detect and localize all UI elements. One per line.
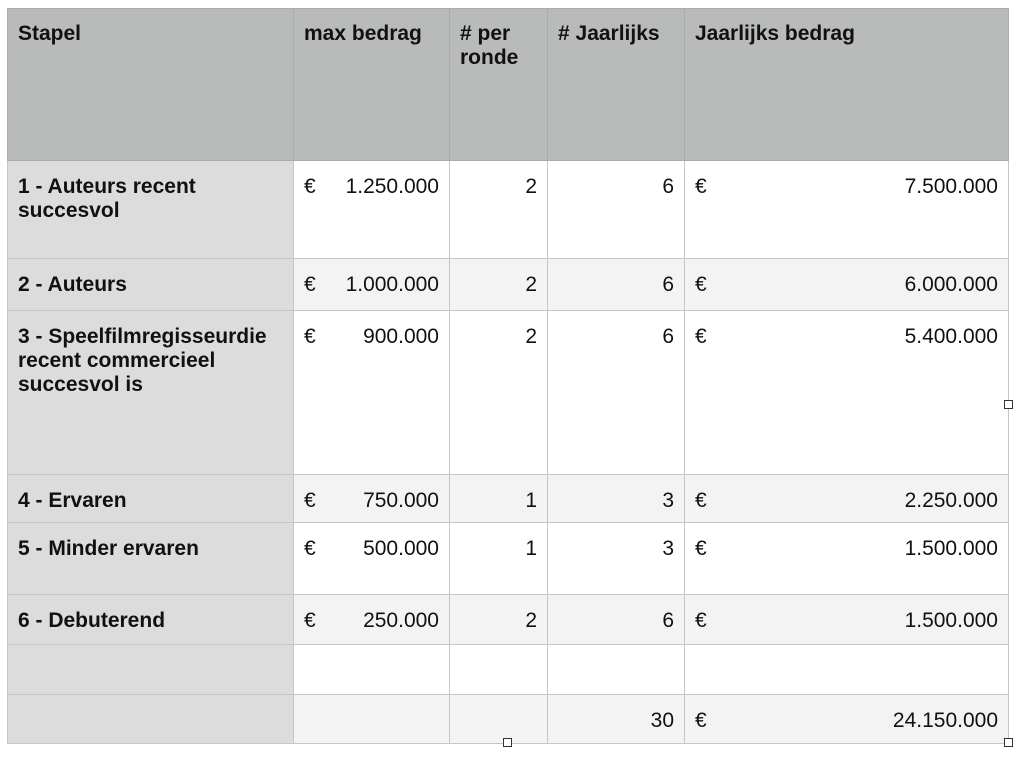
cell-empty[interactable] <box>548 645 685 695</box>
currency-symbol: € <box>695 537 707 560</box>
cell-jaarlijks-bedrag[interactable] <box>685 475 1009 523</box>
cell-jaarlijks-bedrag[interactable] <box>685 161 1009 259</box>
currency-symbol: € <box>304 489 316 512</box>
cell-max-bedrag[interactable] <box>294 259 450 311</box>
annual-amount: 1.500.000 <box>904 537 998 560</box>
currency-symbol: € <box>304 175 316 198</box>
table-row <box>8 259 1009 311</box>
cell-jaarlijks[interactable]: 6 <box>548 311 685 475</box>
cell-per-ronde[interactable]: 2 <box>450 311 548 475</box>
cell-jaarlijks[interactable]: 6 <box>548 161 685 259</box>
currency-symbol: € <box>695 609 707 632</box>
currency-symbol: € <box>304 325 316 348</box>
table-row <box>8 161 1009 259</box>
cell-jaarlijks-bedrag[interactable] <box>685 311 1009 475</box>
spreadsheet-table[interactable] <box>7 8 1009 744</box>
currency-symbol: € <box>695 325 707 348</box>
total-jaarlijks-bedrag[interactable] <box>685 695 1009 744</box>
cell-empty[interactable] <box>450 645 548 695</box>
cell-stapel[interactable]: 5 - Minder ervaren <box>8 523 294 595</box>
resize-handle-corner[interactable] <box>1004 738 1013 747</box>
cell-jaarlijks[interactable]: 3 <box>548 475 685 523</box>
max-amount: 1.250.000 <box>345 175 439 198</box>
table-row <box>8 523 1009 595</box>
cell-max-bedrag[interactable] <box>294 595 450 645</box>
empty-row <box>8 645 1009 695</box>
currency-symbol: € <box>695 709 707 732</box>
max-amount: 1.000.000 <box>345 273 439 296</box>
cell-jaarlijks[interactable]: 6 <box>548 259 685 311</box>
table-row <box>8 595 1009 645</box>
cell-stapel[interactable]: 2 - Auteurs <box>8 259 294 311</box>
max-amount: 250.000 <box>363 609 439 632</box>
currency-symbol: € <box>304 537 316 560</box>
max-amount: 900.000 <box>363 325 439 348</box>
header-jaarlijks-bedrag[interactable]: Jaarlijks bedrag <box>685 9 1009 161</box>
cell-empty[interactable] <box>450 695 548 744</box>
header-stapel[interactable]: Stapel <box>8 9 294 161</box>
cell-per-ronde[interactable]: 2 <box>450 161 548 259</box>
cell-per-ronde[interactable]: 2 <box>450 259 548 311</box>
cell-max-bedrag[interactable] <box>294 311 450 475</box>
currency-symbol: € <box>695 273 707 296</box>
cell-per-ronde[interactable]: 1 <box>450 523 548 595</box>
max-amount: 500.000 <box>363 537 439 560</box>
cell-max-bedrag[interactable] <box>294 161 450 259</box>
cell-empty[interactable] <box>294 645 450 695</box>
header-row <box>8 9 1009 161</box>
resize-handle-bottom[interactable] <box>503 738 512 747</box>
cell-jaarlijks-bedrag[interactable] <box>685 259 1009 311</box>
annual-amount: 1.500.000 <box>904 609 998 632</box>
currency-symbol: € <box>304 273 316 296</box>
cell-per-ronde[interactable]: 1 <box>450 475 548 523</box>
resize-handle-right[interactable] <box>1004 400 1013 409</box>
cell-stapel-empty[interactable] <box>8 695 294 744</box>
cell-stapel[interactable]: 6 - Debuterend <box>8 595 294 645</box>
cell-stapel[interactable]: 4 - Ervaren <box>8 475 294 523</box>
annual-amount: 5.400.000 <box>904 325 998 348</box>
cell-per-ronde[interactable]: 2 <box>450 595 548 645</box>
cell-jaarlijks[interactable]: 3 <box>548 523 685 595</box>
table-row <box>8 311 1009 475</box>
header-max-bedrag[interactable]: max bedrag <box>294 9 450 161</box>
currency-symbol: € <box>695 489 707 512</box>
cell-empty[interactable] <box>294 695 450 744</box>
cell-stapel[interactable]: 1 - Auteurs recent succesvol <box>8 161 294 259</box>
max-amount: 750.000 <box>363 489 439 512</box>
cell-jaarlijks-bedrag[interactable] <box>685 595 1009 645</box>
annual-amount: 2.250.000 <box>904 489 998 512</box>
total-amount: 24.150.000 <box>892 709 998 732</box>
cell-max-bedrag[interactable] <box>294 475 450 523</box>
header-jaarlijks[interactable]: # Jaarlijks <box>548 9 685 161</box>
cell-jaarlijks[interactable]: 6 <box>548 595 685 645</box>
header-per-ronde[interactable]: # per ronde <box>450 9 548 161</box>
cell-jaarlijks-bedrag[interactable] <box>685 523 1009 595</box>
cell-max-bedrag[interactable] <box>294 523 450 595</box>
cell-stapel[interactable]: 3 - Speelfilmregisseurdie recent commercieel succesvol is <box>8 311 294 475</box>
cell-stapel-empty[interactable] <box>8 645 294 695</box>
annual-amount: 7.500.000 <box>904 175 998 198</box>
cell-empty[interactable] <box>685 645 1009 695</box>
totals-row <box>8 695 1009 744</box>
table-row <box>8 475 1009 523</box>
currency-symbol: € <box>304 609 316 632</box>
total-jaarlijks[interactable]: 30 <box>548 695 685 744</box>
annual-amount: 6.000.000 <box>904 273 998 296</box>
currency-symbol: € <box>695 175 707 198</box>
